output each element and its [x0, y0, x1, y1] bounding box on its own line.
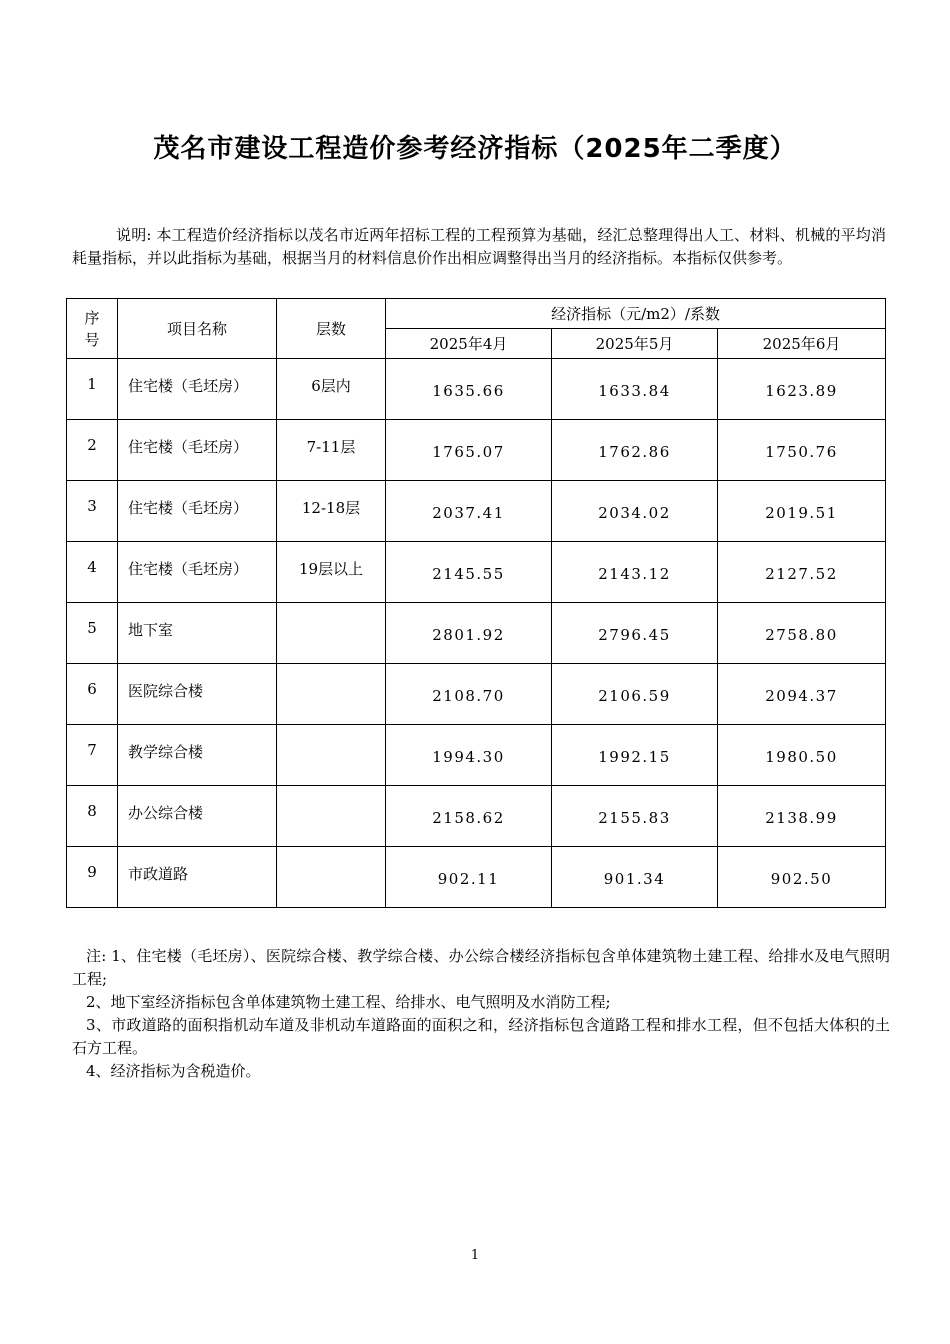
cell-value-may: 901.34	[552, 847, 718, 908]
cell-value-may: 1762.86	[552, 420, 718, 481]
cell-value-jun: 1980.50	[718, 725, 886, 786]
cell-name: 教学综合楼	[118, 725, 277, 786]
cell-seq: 5	[67, 603, 118, 664]
cell-value-may: 2106.59	[552, 664, 718, 725]
cell-name: 医院综合楼	[118, 664, 277, 725]
cell-value-jun: 902.50	[718, 847, 886, 908]
cell-seq: 4	[67, 542, 118, 603]
cell-value-apr: 2037.41	[386, 481, 552, 542]
cell-floors	[277, 847, 386, 908]
cell-floors: 7-11层	[277, 420, 386, 481]
page-title: 茂名市建设工程造价参考经济指标（2025年二季度）	[153, 134, 797, 164]
table-row	[67, 603, 886, 664]
table-row	[67, 481, 886, 542]
cell-value-jun: 1750.76	[718, 420, 886, 481]
table-header-row	[67, 299, 886, 329]
cell-value-may: 2155.83	[552, 786, 718, 847]
cell-value-apr: 1765.07	[386, 420, 552, 481]
cell-value-jun: 2019.51	[718, 481, 886, 542]
cell-value-may: 2034.02	[552, 481, 718, 542]
note-4: 4、经济指标为含税造价。	[86, 1062, 261, 1080]
cell-name: 办公综合楼	[118, 786, 277, 847]
cell-value-jun: 2138.99	[718, 786, 886, 847]
cell-seq: 9	[67, 847, 118, 908]
economic-index-table	[66, 298, 886, 908]
cell-seq: 1	[67, 359, 118, 420]
cell-name: 住宅楼（毛坯房）	[118, 542, 277, 603]
cell-value-apr: 902.11	[386, 847, 552, 908]
cell-value-may: 1992.15	[552, 725, 718, 786]
cell-value-apr: 2145.55	[386, 542, 552, 603]
note-3: 3、市政道路的面积指机动车道及非机动车道路面的面积之和，经济指标包含道路工程和排水工程，但不包括大体积的土石方工程。	[72, 1016, 890, 1057]
table-row	[67, 847, 886, 908]
note-2: 2、地下室经济指标包含单体建筑物土建工程、给排水、电气照明及水消防工程;	[86, 993, 611, 1011]
header-month-2: 2025年5月	[552, 329, 718, 359]
cell-value-jun: 2094.37	[718, 664, 886, 725]
cell-value-may: 2796.45	[552, 603, 718, 664]
cell-value-jun: 2127.52	[718, 542, 886, 603]
table-row	[67, 725, 886, 786]
table-row	[67, 664, 886, 725]
cell-seq: 7	[67, 725, 118, 786]
notes-section	[72, 945, 890, 1083]
page-number: 1	[470, 1248, 480, 1263]
cell-floors: 6层内	[277, 359, 386, 420]
table-row	[67, 542, 886, 603]
cell-seq: 8	[67, 786, 118, 847]
cell-name: 住宅楼（毛坯房）	[118, 481, 277, 542]
table-row	[67, 359, 886, 420]
cell-floors	[277, 786, 386, 847]
cell-value-may: 2143.12	[552, 542, 718, 603]
cell-name: 市政道路	[118, 847, 277, 908]
cell-value-apr: 1635.66	[386, 359, 552, 420]
cell-value-apr: 2108.70	[386, 664, 552, 725]
cell-name: 住宅楼（毛坯房）	[118, 359, 277, 420]
table-row	[67, 786, 886, 847]
cell-floors	[277, 725, 386, 786]
cell-name: 地下室	[118, 603, 277, 664]
cell-value-jun: 2758.80	[718, 603, 886, 664]
cell-value-may: 1633.84	[552, 359, 718, 420]
cell-seq: 3	[67, 481, 118, 542]
cell-value-apr: 1994.30	[386, 725, 552, 786]
cell-floors: 12-18层	[277, 481, 386, 542]
table-row	[67, 420, 886, 481]
cell-floors: 19层以上	[277, 542, 386, 603]
cell-floors	[277, 664, 386, 725]
intro-paragraph: 说明: 本工程造价经济指标以茂名市近两年招标工程的工程预算为基础，经汇总整理得出人工、材料、机械的平均消耗量指标，并以此指标为基础，根据当月的材料信息价作出相应调整得出当月的经济指标。本指标仅供参考。	[72, 226, 886, 267]
header-month-3: 2025年6月	[718, 329, 886, 359]
cell-floors	[277, 603, 386, 664]
header-index-group: 经济指标（元/m2）/系数	[386, 299, 886, 329]
note-1: 注: 1、住宅楼（毛坯房）、医院综合楼、教学综合楼、办公综合楼经济指标包含单体建筑物土建工程、给排水及电气照明工程;	[72, 947, 890, 988]
cell-value-apr: 2158.62	[386, 786, 552, 847]
header-name: 项目名称	[118, 299, 277, 359]
cell-value-jun: 1623.89	[718, 359, 886, 420]
cell-name: 住宅楼（毛坯房）	[118, 420, 277, 481]
header-seq: 序号	[67, 299, 118, 359]
cell-seq: 2	[67, 420, 118, 481]
cell-seq: 6	[67, 664, 118, 725]
cell-value-apr: 2801.92	[386, 603, 552, 664]
header-month-1: 2025年4月	[386, 329, 552, 359]
header-floors: 层数	[277, 299, 386, 359]
